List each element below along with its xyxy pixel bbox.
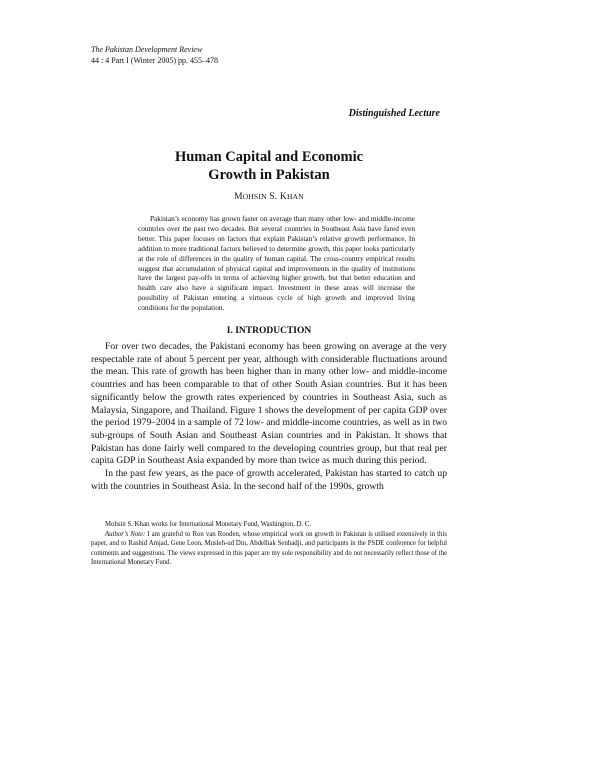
paragraph: For over two decades, the Pakistani economy has been growing on average at the very respectable rate of about 5 percent per year, although with considerable fluctuations around the mean. This rate of growth has been higher than in many other low- and middle-income countries and has been comparable to that of other South Asian countries. But it has been significantly below the growth rates experienced by countries in Southeast Asia, such as Malaysia, Singapore, and Thailand. Figure 1 shows the development of per capita GDP over the period 1979–2004 in a sample of 72 low- and middle-income countries, as well as in two sub-groups of South Asian and Southeast Asian countries and in Pakistan. It shows that Pakistan has done fairly well compared to the developing countries group, but that real per capita GDP in Southeast Asia expanded by more than twice as much during this period. [91, 341, 447, 467]
author-note-text: I am grateful to Ron van Rooden, whose empirical work on growth in Pakistan is utilised extensively in this paper, and to Rashid Amjad, Gene Leon, Musleh-ud Din, Abdelhak Senhadji, and participants in the PSDE conference for helpful comments and suggestions. The views expressed in this paper are my sole responsibility and do not necessarily reflect those of the International Monetary Fund. [91, 530, 447, 567]
paragraph: In the past few years, as the pace of growth accelerated, Pakistan has started to catch up with the countries in Southeast Asia. In the second half of the 1990s, growth [91, 468, 447, 492]
section-heading: I. INTRODUCTION [226, 326, 312, 336]
abstract-text: Pakistan’s economy has grown faster on average than many other low- and middle-income countries over the past two decades. But several countries in Southeast Asia have fared even better. This paper focuses on factors that explain Pakistan’s relative growth performance. In addition to more traditional factors believed to determine growth, this paper looks particularly at the role of differences in the quality of human capital. The cross-country empirical results suggest that accumulation of physical capital and improvements in the quality of institutions have the largest pay-offs in terms of achieving higher growth, but that better education and health care also have a significant impact. Investment in these areas will increase the possibility of Pakistan entering a virtuous cycle of high growth and improved living conditions for the population. [138, 214, 415, 313]
title-line-1: Human Capital and Economic [174, 149, 364, 165]
author-note-label: Author’s Note: [105, 530, 146, 538]
abstract [138, 214, 415, 313]
author-name [91, 192, 447, 202]
issue-info: 44 : 4 Part I (Winter 2005) pp. 455–478 [91, 56, 218, 65]
author-initial-first: M [234, 192, 243, 202]
footnote-affiliation: Mohsin S. Khan works for International Monetary Fund, Washington, D. C. [105, 521, 312, 528]
paper-title [91, 148, 447, 184]
body-text [91, 341, 447, 493]
author-first-rest: OHSIN [242, 192, 267, 201]
author-last-rest: HAN [287, 192, 304, 201]
journal-header [91, 44, 218, 66]
footnote-author-note [91, 530, 447, 568]
footnotes [91, 520, 447, 568]
title-line-2: Growth in Pakistan [208, 167, 330, 183]
journal-name: The Pakistan Development Review [91, 45, 203, 54]
series-label: Distinguished Lecture [348, 108, 440, 119]
author-middle: S. K [266, 192, 287, 202]
